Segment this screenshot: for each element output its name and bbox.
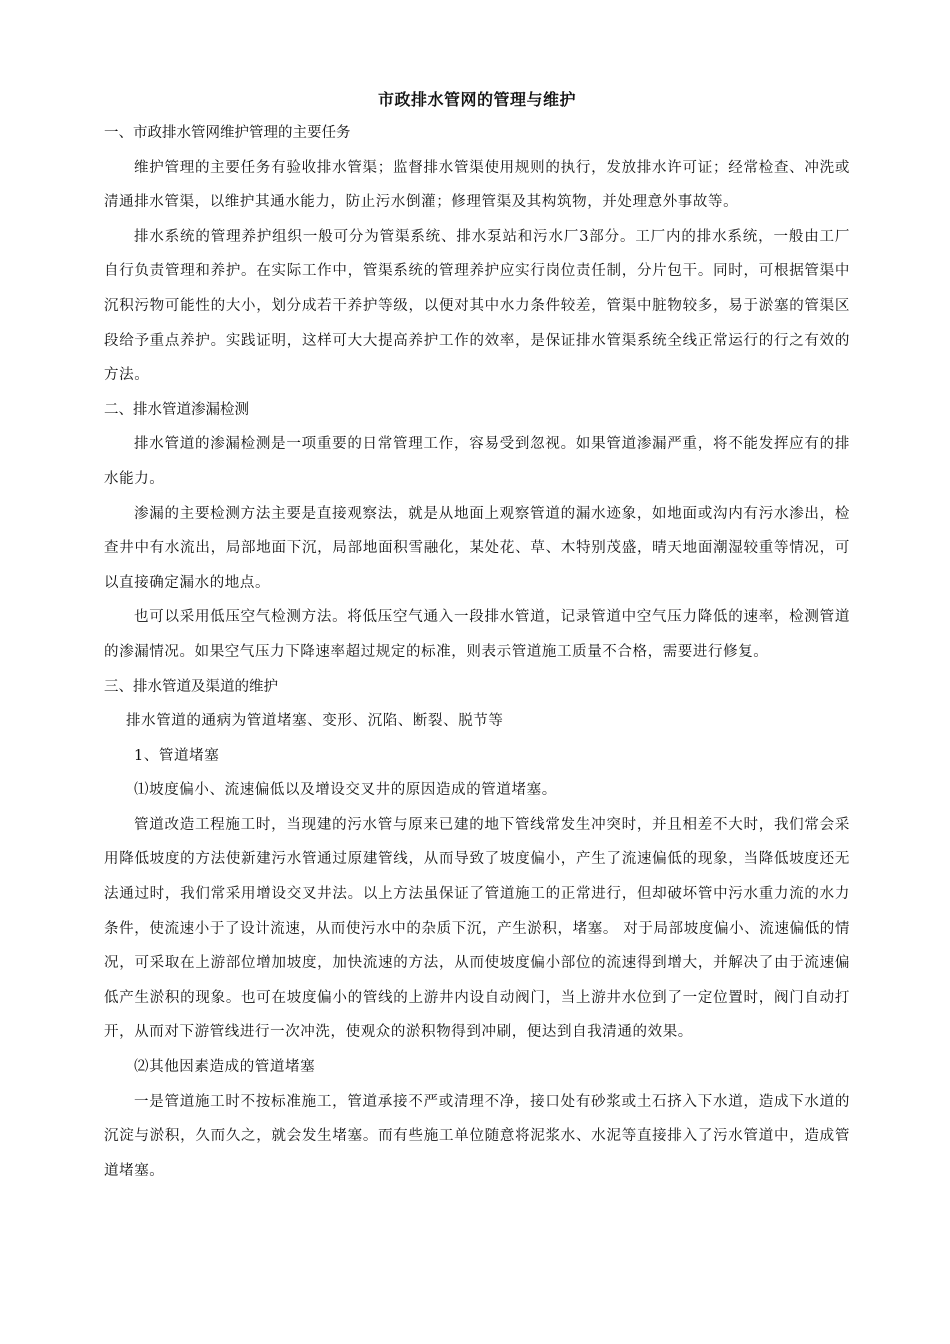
section-heading: 二、排水管道渗漏检测 xyxy=(104,401,249,418)
document-page xyxy=(104,84,850,1188)
section-heading: 三、排水管道及渠道的维护 xyxy=(104,678,278,695)
paragraph: ⑴坡度偏小、流速偏低以及增设交叉井的原因造成的管道堵塞。 xyxy=(134,782,557,799)
paragraph: 也可以采用低压空气检测方法。将低压空气通入一段排水管道，记录管道中空气压力降低的速率，检测管道的渗漏情况。如果空气压力下降速率超过规定的标准，则表示管道施工质量不合格，需要进行修复。 xyxy=(104,609,850,660)
paragraph: 渗漏的主要检测方法主要是直接观察法，就是从地面上观察管道的漏水迹象，如地面或沟内有污水渗出，检查井中有水流出，局部地面下沉，局部地面积雪融化，某处花、草、木特别茂盛，晴天地面潮湿较重等情况，可以直接确定漏水的地点。 xyxy=(104,505,850,591)
section-heading: 一、市政排水管网维护管理的主要任务 xyxy=(104,125,351,141)
paragraph: 1、管道堵塞 xyxy=(134,747,220,764)
document-body xyxy=(104,116,850,1188)
paragraph: 排水系统的管理养护组织一般可分为管渠系统、排水泵站和污水厂3部分。工厂内的排水系统，一般由工厂自行负责管理和养护。在实际工作中，管渠系统的管理养护应实行岗位责任制，分片包干。同时，可根据管渠中沉积污物可能性的大小，划分成若干养护等级，以便对其中水力条件较差，管渠中脏物较多，易于淤塞的管渠区段给予重点养护。实践证明，这样可大大提高养护工作的效率，是保证排水管渠系统全线正常运行的行之有效的方法。 xyxy=(104,228,850,384)
paragraph: 一是管道施工时不按标准施工，管道承接不严或清理不净，接口处有砂浆或土石挤入下水道，造成下水道的沉淀与淤积，久而久之，就会发生堵塞。而有些施工单位随意将泥浆水、水泥等直接排入了污水管道中，造成管道堵塞。 xyxy=(104,1093,850,1179)
paragraph: 排水管道的通病为管道堵塞、变形、沉陷、断裂、脱节等 xyxy=(126,713,504,730)
paragraph: 排水管道的渗漏检测是一项重要的日常管理工作，容易受到忽视。如果管道渗漏严重，将不能发挥应有的排水能力。 xyxy=(104,436,850,487)
document-title: 市政排水管网的管理与维护 xyxy=(377,90,576,109)
paragraph: 管道改造工程施工时，当现建的污水管与原来已建的地下管线常发生冲突时，并且相差不大时，我们常会采用降低坡度的方法使新建污水管通过原建管线，从而导致了坡度偏小，产生了流速偏低的现象，当降低坡度还无法通过时，我们常采用增设交叉井法。以上方法虽保证了管道施工的正常进行，但却破坏管中污水重力流的水力条件，使流速小于了设计流速，从而使污水中的杂质下沉，产生淤积，堵塞。 对于局部坡度偏小、流速偏低的情况，可采取在上游部位增加坡度，加快流速的方法，从而使坡度偏小部位的流速得到增大，并解决了由于流速偏低产生淤积的现象。也可在坡度偏小的管线的上游井内设自动阀门，当上游井水位到了一定位置时，阀门自动打开，从而对下游管线进行一次冲洗，使观众的淤积物得到冲刷，便达到自我清通的效果。 xyxy=(104,816,850,1041)
paragraph: ⑵其他因素造成的管道堵塞 xyxy=(134,1059,316,1076)
paragraph: 维护管理的主要任务有验收排水管渠；监督排水管渠使用规则的执行，发放排水许可证；经常检查、冲洗或清通排水管渠，以维护其通水能力，防止污水倒灌；修理管渠及其构筑物，并处理意外事故等。 xyxy=(104,159,850,211)
